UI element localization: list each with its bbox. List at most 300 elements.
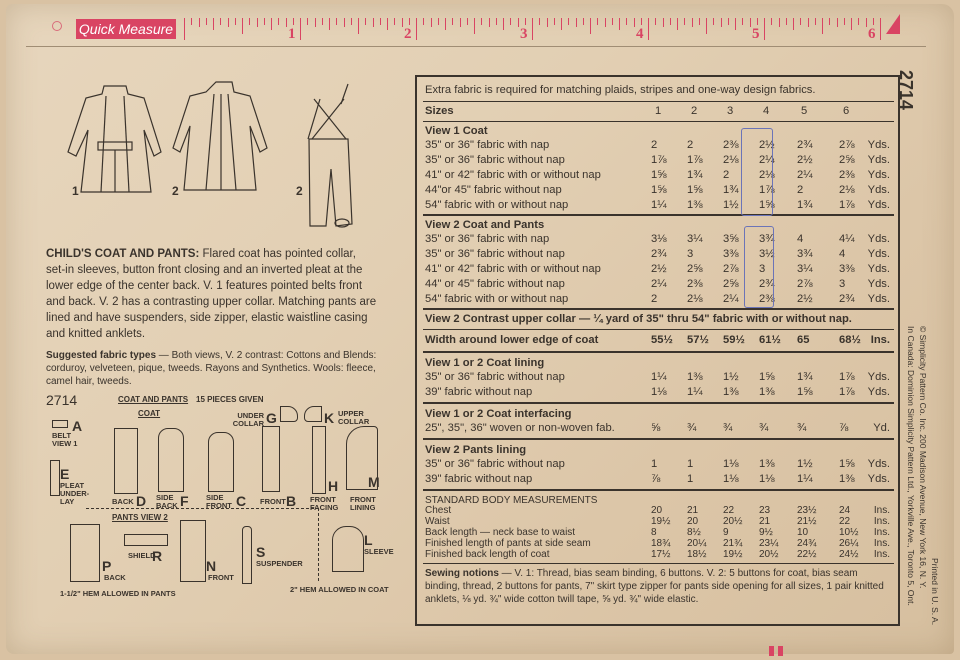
size-3-value: 2⅜ [723, 139, 739, 151]
ruler-tick [808, 18, 809, 27]
size-4-value: 2¾ [759, 278, 775, 290]
size-5-value: 2¼ [797, 169, 813, 181]
ruler-tick [300, 18, 301, 40]
size-5-value: 21½ [797, 516, 817, 527]
row-unit: Yds. [867, 139, 890, 151]
ruler-tick [489, 18, 490, 27]
bottom-red-mark [769, 646, 774, 656]
size-4-value: 9½ [759, 527, 773, 538]
size-2-value: 21 [687, 505, 699, 516]
piece-g-label: UNDER COLLAR [232, 411, 264, 428]
size-3-value: 3⅜ [723, 248, 739, 260]
row-unit: Yds. [867, 278, 890, 290]
row-label: 25", 35", 36" woven or non-woven fab. [425, 422, 615, 434]
ruler-tick [380, 18, 381, 25]
piece-s-label: SUSPENDER [256, 559, 303, 568]
ruler-tick [771, 18, 772, 25]
piece-c-label: SIDE FRONT [206, 493, 232, 510]
section-title-text: View 1 or 2 Coat interfacing [425, 408, 572, 420]
ruler-tick [315, 18, 316, 27]
pen-mark-size-4-view-1 [741, 128, 773, 216]
row-label: 35" or 36" fabric with nap [425, 233, 550, 245]
row-label: Finished length of pants at side seam [425, 538, 591, 549]
size-4-value: 20½ [759, 549, 779, 560]
size-2-value: 1⅜ [687, 199, 703, 211]
piece-b-label: FRONT [260, 497, 286, 506]
ruler-tick [576, 18, 577, 27]
size-1-value: 1¼ [651, 371, 667, 383]
ruler-tick [750, 18, 751, 27]
size-2-value: 1⅜ [687, 371, 703, 383]
size-3-value: 21¾ [723, 538, 743, 549]
ruler-tick [431, 18, 432, 27]
body-measurements-title-text: STANDARD BODY MEASUREMENTS [425, 495, 598, 506]
ruler-tick [793, 18, 794, 30]
piece-s-letter: S [256, 544, 266, 560]
row-label: 35" or 36" fabric with nap [425, 139, 550, 151]
row-unit: Yds. [867, 293, 890, 305]
suggested-fabrics-title: Suggested fabric types [46, 350, 157, 361]
size-6-value: 1⅞ [839, 386, 855, 398]
size-4-value: 1⅜ [759, 458, 775, 470]
section-title [425, 356, 892, 370]
piece-l-label: SLEEVE [364, 547, 394, 556]
row-label: 54" fabric with or without nap [425, 199, 569, 211]
size-6-value: 2¾ [839, 293, 855, 305]
ruler-tick [786, 18, 787, 25]
size-header: 4 [763, 105, 770, 117]
ruler-tick [496, 18, 497, 25]
piece-b-shape [262, 426, 280, 492]
row-label: Width around lower edge of coat [425, 334, 599, 346]
chart-row [425, 277, 892, 291]
size-3-value: 59½ [723, 334, 745, 346]
size-1-value: 2½ [651, 263, 667, 275]
ruler-tick [873, 18, 874, 25]
size-1-value: 1⅝ [651, 184, 667, 196]
ruler-tick [800, 18, 801, 25]
pattern-description [46, 246, 378, 342]
ruler-tick [293, 18, 294, 25]
body-measurement-row [425, 505, 892, 516]
piece-f-letter: F [180, 493, 189, 509]
piece-h-label: FRONT FACING [310, 495, 339, 512]
coat-and-pants-line-art-icon [56, 74, 406, 234]
row-label: 54" fabric with or without nap [425, 293, 569, 305]
section-title [425, 124, 892, 138]
size-1-value: 1¼ [651, 199, 667, 211]
ruler-number: 3 [520, 26, 528, 42]
size-2-value: 1⅝ [687, 184, 703, 196]
ruler-tick [394, 18, 395, 25]
ruler-tick [409, 18, 410, 25]
ruler-tick [547, 18, 548, 27]
row-unit: Ins. [873, 549, 890, 560]
size-header: 3 [727, 105, 734, 117]
chart-divider [423, 563, 894, 564]
chart-row [425, 183, 892, 197]
ruler-tick [206, 18, 207, 25]
size-6-value: 1⅞ [839, 371, 855, 383]
description-title: CHILD'S COAT AND PANTS: [46, 248, 200, 260]
row-unit: Yds. [867, 169, 890, 181]
row-unit: Yds. [867, 233, 890, 245]
side-printed: Printed in U. S. A. [930, 558, 940, 626]
ruler-tick [880, 18, 881, 40]
size-1-value: ⅞ [651, 473, 661, 485]
piece-n-letter: N [206, 558, 217, 574]
ruler-number: 1 [288, 26, 296, 42]
ruler-tick [242, 18, 243, 34]
piece-h-letter: H [328, 478, 339, 494]
yardage-chart [415, 75, 900, 626]
side-copyright: © Simplicity Pattern Co. Inc. 200 Madison Avenue, New York 16, N. Y. [918, 326, 928, 589]
chart-row [425, 262, 892, 276]
row-label: 35" or 36" fabric without nap [425, 154, 565, 166]
ruler-tick [467, 18, 468, 25]
ruler-tick [779, 18, 780, 27]
ruler-tick [184, 18, 185, 40]
piece-e-letter: E [60, 466, 70, 482]
size-5-value: ¾ [797, 422, 807, 434]
ruler-tick [423, 18, 424, 25]
piece-r-shape [124, 534, 168, 546]
ruler-ticks [184, 18, 904, 42]
piece-h-shape [312, 426, 326, 494]
size-3-value: 2⅝ [723, 278, 739, 290]
piece-a-letter: A [72, 418, 83, 434]
bottom-red-mark [778, 646, 783, 656]
ruler-tick [858, 18, 859, 25]
ruler-tick [373, 18, 374, 27]
size-4-value: 2¼ [759, 154, 775, 166]
size-4-value: 1⅜ [759, 386, 775, 398]
chart-row [425, 370, 892, 384]
row-label: Finished back length of coat [425, 549, 550, 560]
piece-g-shape [280, 406, 298, 422]
ruler-tick [525, 18, 526, 25]
ruler-tick [257, 18, 258, 27]
ruler-tick [590, 18, 591, 34]
chart-row [425, 138, 892, 152]
size-3-value: 1⅛ [723, 458, 739, 470]
ruler-tick [641, 18, 642, 25]
ruler-tick [307, 18, 308, 25]
section-title-text: View 1 or 2 Coat lining [425, 357, 545, 369]
row-unit: Yds. [867, 154, 890, 166]
row-unit: Yds. [867, 473, 890, 485]
ruler-number: 5 [752, 26, 760, 42]
piece-c-letter: C [236, 493, 247, 509]
size-4-value: 1⅞ [759, 184, 775, 196]
piece-f-shape [158, 428, 184, 492]
chart-divider [423, 214, 894, 216]
ruler-tick [518, 18, 519, 27]
hem-pants-note: 1-1/2" HEM ALLOWED IN PANTS [60, 589, 176, 598]
size-6-value: 68½ [839, 334, 861, 346]
ruler-tick [684, 18, 685, 25]
chart-divider [423, 351, 894, 353]
ruler-tick [735, 18, 736, 30]
size-2-value: 2 [687, 139, 694, 151]
fabric-note [425, 83, 892, 97]
hem-coat-note: 2" HEM ALLOWED IN COAT [290, 585, 389, 594]
piece-p-label: BACK [104, 573, 126, 582]
row-unit: Yds. [867, 458, 890, 470]
size-1-value: 1 [651, 458, 658, 470]
chart-row [425, 472, 892, 486]
size-3-value: 2 [723, 169, 730, 181]
view-2-pants-label: 2 [296, 184, 303, 198]
size-1-value: 8 [651, 527, 657, 538]
size-1-value: 1⅛ [651, 386, 667, 398]
ruler-tick [474, 18, 475, 34]
row-unit: Yds. [867, 371, 890, 383]
sewing-notions-text: — V. 1: Thread, bias seam binding, 6 buttons. V. 2: 5 buttons for coat, bias seam binding, thread, 2 buttons for pants, 7" skirt type zipper for pants side opening for all sizes, 1 pair knitted anklets, ⅛ yd. ¾" wide cotton twill tape, ⅝ yd. ¾" wide elastic. [425, 568, 884, 605]
piece-e-shape [50, 460, 60, 496]
piece-k-label: UPPER COLLAR [338, 409, 370, 426]
ruler-tick [249, 18, 250, 25]
chart-divider [423, 329, 894, 330]
chart-row [425, 333, 892, 347]
ruler-tick [837, 18, 838, 27]
row-unit: Yds. [867, 199, 890, 211]
ruler-tick [612, 18, 613, 25]
row-unit: Yds. [867, 263, 890, 275]
size-4-value: 61½ [759, 334, 781, 346]
contrast-collar-title: View 2 Contrast upper collar [425, 313, 576, 325]
ruler-tick [351, 18, 352, 25]
ruler-tick [605, 18, 606, 27]
ruler-tick [344, 18, 345, 27]
section-title [425, 218, 892, 232]
size-1-value: 2 [651, 139, 658, 151]
size-6-value: 2⅞ [839, 139, 855, 151]
ruler-tick [634, 18, 635, 27]
ruler-tick [264, 18, 265, 25]
size-1-value: 1⅞ [651, 154, 667, 166]
size-6-value: 10½ [839, 527, 859, 538]
ruler-tick [655, 18, 656, 25]
row-label: Waist [425, 516, 450, 527]
ruler-tick [228, 18, 229, 27]
size-5-value: 4 [797, 233, 804, 245]
size-1-value: 17½ [651, 549, 671, 560]
ruler-number: 6 [868, 26, 876, 42]
ruler-tick [286, 18, 287, 27]
size-2-value: 1⅞ [687, 154, 703, 166]
size-1-value: 2¾ [651, 248, 667, 260]
size-6-value: 22 [839, 516, 851, 527]
size-2-value: 2⅛ [687, 293, 703, 305]
piece-b-letter: B [286, 493, 297, 509]
pattern-envelope-back [6, 4, 954, 654]
size-2-value: 57½ [687, 334, 709, 346]
size-4-value: 23 [759, 505, 771, 516]
ruler-tick [597, 18, 598, 25]
size-4-value: 1⅛ [759, 473, 775, 485]
size-5-value: 22½ [797, 549, 817, 560]
size-6-value: 1⅞ [839, 199, 855, 211]
ruler-tick [539, 18, 540, 25]
size-1-value: ⅝ [651, 422, 661, 434]
ruler-tick [329, 18, 330, 30]
ruler-tick [503, 18, 504, 30]
piece-a-label: BELT VIEW 1 [52, 431, 78, 448]
chart-row [425, 385, 892, 399]
size-2-value: 1¼ [687, 386, 703, 398]
size-6-value: 1⅝ [839, 458, 855, 470]
body-measurement-row [425, 516, 892, 527]
piece-p-shape [70, 524, 100, 582]
ruler-tick [844, 18, 845, 25]
section-title-text: View 2 Pants lining [425, 444, 527, 456]
pants-heading: PANTS VIEW 2 [112, 513, 168, 522]
ruler-tick [851, 18, 852, 30]
piece-k-letter: K [324, 410, 335, 426]
size-4-value: 2⅛ [759, 169, 775, 181]
ruler-tick [510, 18, 511, 25]
ruler-tick [365, 18, 366, 25]
ruler-tick [445, 18, 446, 30]
size-1-value: 18¾ [651, 538, 671, 549]
ruler-tick [757, 18, 758, 25]
piece-e-label: PLEAT UNDER-LAY [60, 481, 90, 506]
ruler-tick [764, 18, 765, 40]
size-1-value: 1⅝ [651, 169, 667, 181]
row-unit: Ins. [873, 527, 890, 538]
size-1-value: 19½ [651, 516, 671, 527]
size-3-value: 22 [723, 505, 735, 516]
size-3-value: 1⅛ [723, 473, 739, 485]
ruler-tick [568, 18, 569, 25]
row-label: 39" fabric without nap [425, 473, 533, 485]
ruler-tick [866, 18, 867, 27]
quick-measure-badge: Quick Measure [76, 19, 176, 39]
row-label: 35" or 36" fabric without nap [425, 248, 565, 260]
size-3-value: 3⅝ [723, 233, 739, 245]
size-4-value: 3 [759, 263, 766, 275]
piece-r-letter: R [152, 548, 163, 564]
size-5-value: 2½ [797, 154, 813, 166]
row-unit: Yds. [867, 386, 890, 398]
chart-divider [423, 489, 894, 491]
size-4-value: 23¼ [759, 538, 779, 549]
ruler-tick [402, 18, 403, 27]
row-label: Back length — neck base to waist [425, 527, 576, 538]
size-5-value: 2½ [797, 293, 813, 305]
chart-divider [423, 101, 894, 102]
size-3-value: 2⅛ [723, 154, 739, 166]
pattern-pieces-diagram [46, 392, 396, 602]
size-2-value: 1 [687, 473, 694, 485]
ruler-tick [648, 18, 649, 40]
ruler-tick [815, 18, 816, 25]
chart-row [425, 168, 892, 182]
size-2-value: 1¾ [687, 169, 703, 181]
ruler-tick [554, 18, 555, 25]
row-label: 35" or 36" fabric without nap [425, 458, 565, 470]
size-5-value: 1¼ [797, 473, 813, 485]
ruler-tick [387, 18, 388, 30]
ruler-tick [663, 18, 664, 27]
size-5-value: 1½ [797, 458, 813, 470]
size-4-value: 1⅝ [759, 199, 775, 211]
size-header: 6 [843, 105, 850, 117]
ruler-tick [626, 18, 627, 25]
ruler-tick [336, 18, 337, 25]
size-header: 1 [655, 105, 662, 117]
size-6-value: 2⅜ [839, 169, 855, 181]
size-3-value: 1½ [723, 371, 739, 383]
size-6-value: 3⅜ [839, 263, 855, 275]
ruler-tick [583, 18, 584, 25]
ruler-tick [220, 18, 221, 25]
size-2-value: 3 [687, 248, 694, 260]
size-5-value: 1¾ [797, 371, 813, 383]
chart-row [425, 198, 892, 212]
section-title [425, 443, 892, 457]
ruler-tick [692, 18, 693, 27]
sewing-notions [425, 567, 892, 606]
size-4-value: 2⅜ [759, 293, 775, 305]
ruler-tick [829, 18, 830, 25]
size-header: 5 [801, 105, 808, 117]
size-5-value: 2¾ [797, 139, 813, 151]
ruler-tick [619, 18, 620, 30]
quick-measure-ruler [26, 8, 926, 47]
ruler-tick [699, 18, 700, 25]
size-6-value: 26¼ [839, 538, 859, 549]
size-6-value: 24½ [839, 549, 859, 560]
ruler-tick [452, 18, 453, 25]
piece-s-shape [242, 526, 252, 584]
piece-f-label: SIDE BACK [156, 493, 178, 510]
size-3-value: 2¼ [723, 293, 739, 305]
ruler-number: 2 [404, 26, 412, 42]
size-2-value: 20¼ [687, 538, 707, 549]
size-3-value: 19½ [723, 549, 743, 560]
ruler-tick [728, 18, 729, 25]
ruler-tick [822, 18, 823, 34]
side-pattern-number: 2714 [896, 70, 916, 111]
piece-d-letter: D [136, 493, 147, 509]
sizes-label: Sizes [425, 105, 454, 117]
ruler-tick [322, 18, 323, 25]
piece-k-shape [304, 406, 322, 422]
size-5-value: 24¾ [797, 538, 817, 549]
size-5-value: 3¾ [797, 248, 813, 260]
size-3-value: 20½ [723, 516, 743, 527]
row-label: 41" or 42" fabric with or without nap [425, 169, 601, 181]
size-4-value: 3¾ [759, 233, 775, 245]
chart-divider [423, 402, 894, 404]
chart-row [425, 421, 892, 435]
sizes-row [425, 104, 892, 118]
size-4-value: 2½ [759, 139, 775, 151]
garment-illustrations [56, 74, 406, 234]
ruler-tick [271, 18, 272, 30]
ruler-tick [670, 18, 671, 25]
registered-mark-icon [52, 21, 62, 31]
size-2-value: 8½ [687, 527, 701, 538]
size-4-value: 1⅝ [759, 371, 775, 383]
row-label: 35" or 36" fabric without nap [425, 371, 565, 383]
pieces-heading: COAT AND PANTS [118, 395, 189, 404]
ruler-end-triangle-icon [886, 14, 900, 34]
size-5-value: 1⅝ [797, 386, 813, 398]
size-2-value: 3¼ [687, 233, 703, 245]
